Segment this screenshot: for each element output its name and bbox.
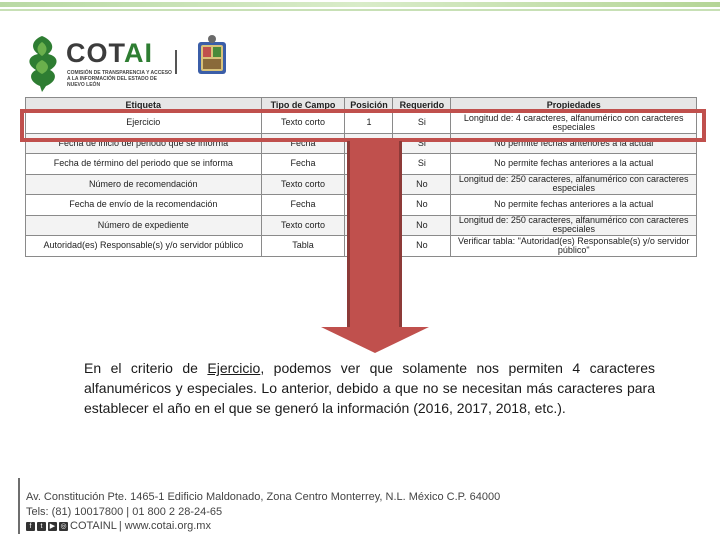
table-cell: Si [393,154,451,175]
facebook-icon[interactable]: f [26,522,35,531]
table-cell: Si [393,113,451,134]
youtube-icon[interactable]: ▶ [49,522,56,530]
column-header: Posición [345,98,393,113]
top-bar-thin-stripe [0,9,720,11]
twitter-icon[interactable]: t [37,522,46,531]
table-cell: 1 [345,113,393,134]
column-header: Requerido [393,98,451,113]
table-cell: No [393,195,451,216]
table-cell: Número de recomendación [26,174,262,195]
table-cell: Longitud de: 250 caracteres, alfanumérico con caracteres especiales [451,174,697,195]
table-cell: Fecha de término del periodo que se informa [26,154,262,175]
table-cell: Fecha de inicio del periodo que se informa [26,133,262,154]
explanation-paragraph: En el criterio de Ejercicio, podemos ver que solamente nos permiten 4 caracteres alfanuméricos y especiales. Lo anterior, debido a que no se necesitan más caracteres para establecer el año en el que se generó la información (2016, 2017, 2018, etc.). [84,360,655,416]
table-cell: Número de expediente [26,215,262,236]
table-cell: No [393,174,451,195]
logo-subtitle: COMISIÓN DE TRANSPARENCIA Y ACCESO A LA INFORMACIÓN DEL ESTADO DE NUEVO LEÓN [67,70,172,88]
table-cell: Fecha [261,154,345,175]
table-cell: Fecha de envío de la recomendación [26,195,262,216]
arrow-down-icon [321,327,429,353]
column-header: Propiedades [451,98,697,113]
table-cell: Longitud de: 250 caracteres, alfanumérico con caracteres especiales [451,215,697,236]
column-header: Etiqueta [26,98,262,113]
table-cell: No [393,215,451,236]
top-decorative-bar [0,0,720,14]
logo-title: COTAI [66,38,153,68]
table-cell: No [393,236,451,257]
footer-phones: Tels: (81) 10017800 | 01 800 2 28-24-65 [26,506,223,518]
cotai-logo [22,34,192,94]
table-cell: Fecha [261,195,345,216]
table-cell: Autoridad(es) Responsable(s) y/o servidor público [26,236,262,257]
footer-divider [18,478,20,534]
table-cell: Longitud de: 4 caracteres, alfanumérico con caracteres especiales [451,113,697,134]
footer-address: Av. Constitución Pte. 1465-1 Edificio Maldonado, Zona Centro Monterrey, N.L. México C.P. 64000 [26,491,501,503]
table-cell: Si [393,133,451,154]
table-cell: Verificar tabla: "Autoridad(es) Responsable(s) y/o servidor público" [451,236,697,257]
table-cell: Tabla [261,236,345,257]
column-header: Tipo de Campo [261,98,345,113]
table-cell: No permite fechas anteriores a la actual [451,133,697,154]
footer-social [26,520,211,532]
logo-separator [175,50,177,74]
highlighted-term: Ejercicio [207,360,261,376]
top-bar-stripe [0,2,720,7]
social-handle: COTAINL [70,520,117,532]
table-cell: Texto corto [261,215,345,236]
table-cell: Texto corto [261,113,345,134]
table-cell: Texto corto [261,174,345,195]
table-cell: No permite fechas anteriores a la actual [451,154,697,175]
highlight-box [20,109,706,142]
instagram-icon[interactable]: ◎ [60,522,67,530]
table-cell: No permite fechas anteriores a la actual [451,195,697,216]
arrow-shaft [347,141,402,329]
state-seal-icon [192,34,232,80]
cotai-leaf-icon [22,34,62,92]
website-link[interactable]: | www.cotai.org.mx [118,520,211,532]
footer [18,478,658,534]
table-cell: Ejercicio [26,113,262,134]
table-cell: Fecha [261,133,345,154]
